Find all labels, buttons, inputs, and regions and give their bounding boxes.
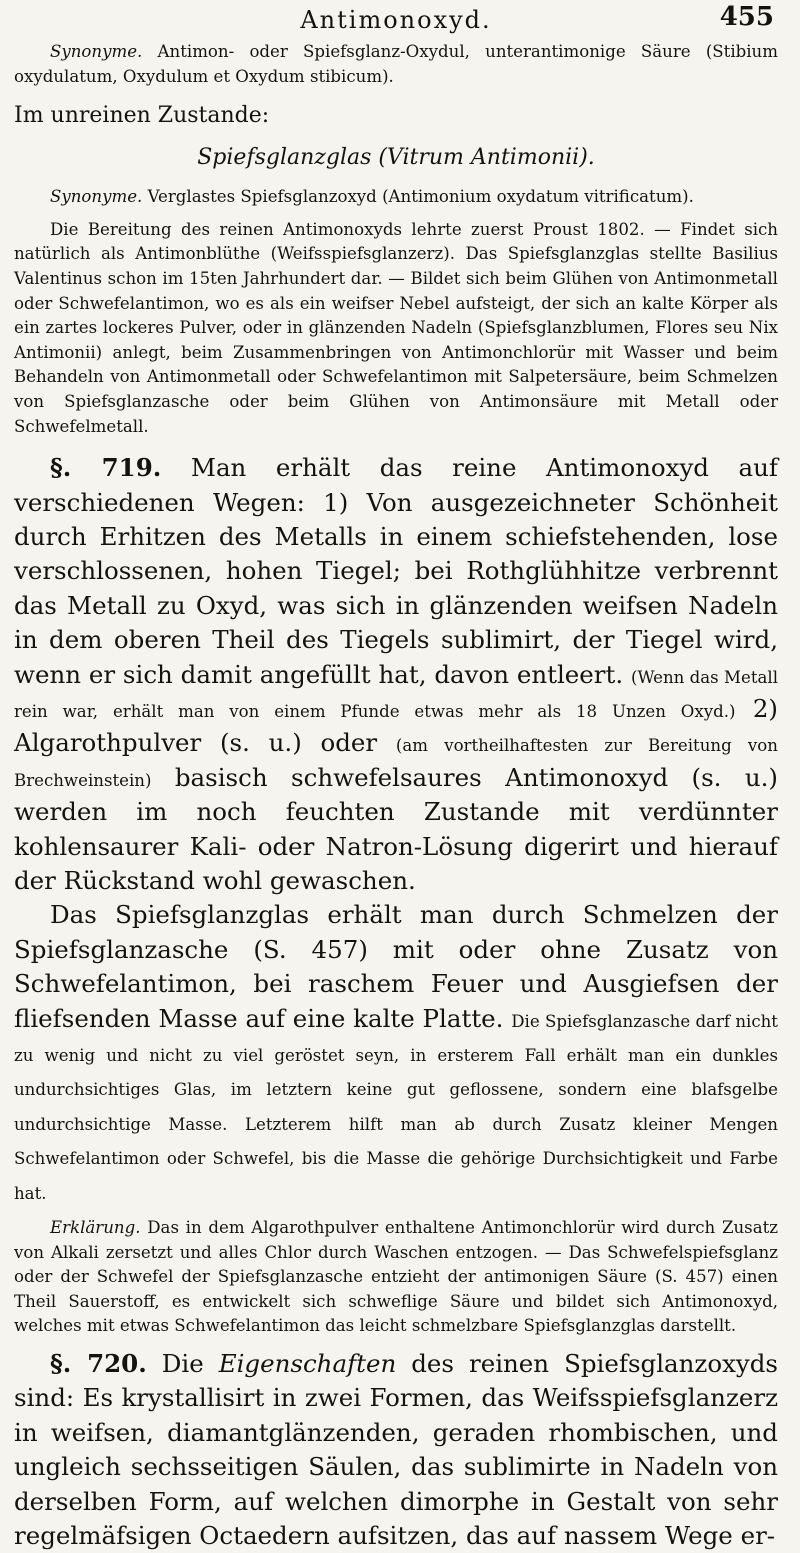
explanation-paragraph	[14, 1216, 778, 1339]
section-719-note-a: (Wenn das Metall rein war, erhält man von einem Pfunde etwas mehr als 18 Unzen Oxyd.)	[14, 667, 779, 721]
glass-synonyms-label: Synonyme.	[50, 187, 143, 207]
glass-preparation-note: Die Spiefsglanzasche darf nicht zu wenig und nicht zu viel geröstet seyn, in ersterem Fall erhält man ein dunkles undurchsichtiges Glas, im letztern keine gut geflossene, sondern eine blafsgelbe undurchsichtige Masse. Letzterem hilft man ab durch Zusatz kleiner Mengen Schwefelantimon oder Schwefel, bis die Masse die gehörige Durchsichtigkeit und Farbe hat.	[14, 1011, 778, 1203]
section-719-paragraph	[14, 451, 778, 898]
page-number: 455	[719, 2, 774, 32]
heading-main: Spiefsglanzglas	[197, 145, 372, 171]
section-719-note-b: (am vortheilhaftesten zur Bereitung von Brechweinstein)	[14, 736, 778, 790]
section-719-text-a: Man erhält das reine Antimonoxyd auf verschiedenen Wegen: 1) Von ausgezeichneter Schönheit durch Erhitzen des Metalls in einem schiefstehenden, lose verschlossenen, hohen Tiegel; bei Rothglühhitze verbrennt das Metall zu Oxyd, was sich in glänzenden weifsen Nadeln in dem oberen Theil des Tiegels sublimirt, der Tiegel wird, wenn er sich damit angefüllt hat, davon entleert.	[14, 453, 778, 689]
section-heading	[14, 143, 778, 173]
glass-synonyms-text: Verglastes Spiefsglanzoxyd (Antimonium oxydatum vitrificatum).	[147, 187, 694, 207]
state-heading: Im unreinen Zustande:	[14, 103, 270, 129]
history-paragraph: Die Bereitung des reinen Antimonoxyds lehrte zuerst Proust 1802. — Findet sich natürlich als Antimonblüthe (Weifsspiefsglanzerz). Das Spiefsglanzglas stellte Basilius Valentinus schon im 15ten Jahrhundert dar. — Bildet sich beim Glühen von Antimonmetall oder Schwefelantimon, wo es als ein weifser Nebel aufsteigt, der sich an kalte Körper als ein zartes lockeres Pulver, oder in glänzenden Nadeln (Spiefsglanzblumen, Flores seu Nix Antimonii) anlegt, beim Zusammenbringen von Antimonchlorür mit Wasser und beim Behandeln von Antimonmetall oder Schwefelantimon mit Salpetersäure, beim Schmelzen von Spiefsglanzasche oder beim Glühen von Antimonsäure mit Metall oder Schwefelmetall.	[14, 219, 778, 436]
heading-latin: (Vitrum Antimonii).	[378, 145, 595, 171]
explanation-text: Das in dem Algarothpulver enthaltene Antimonchlorür wird durch Zusatz von Alkali zersetzt und alles Chlor durch Waschen entzogen. — Das Schwefelspiefsglanz oder der Schwefel der Spiefsglanzasche entzieht der antimonigen Säure (S. 457) einen Theil Sauerstoff, es entwickelt sich schweflige Säure und bildet sich Antimonoxyd, welches mit etwas Schwefelantimon das leicht schmelzbare Spiefsglanzglas darstellt.	[14, 1218, 778, 1336]
section-719-text-b: 2) Algarothpulver (s. u.) oder	[14, 693, 778, 758]
explanation-label: Erklärung.	[50, 1218, 141, 1238]
running-title: Antimonoxyd.	[300, 6, 492, 34]
synonyms-text: Antimon- oder Spiefsglanz-Oxydul, unterantimonige Säure (Stibium oxydulatum, Oxydulum et Oxydum stibicum).	[14, 42, 778, 86]
section-720-die: Die	[161, 1349, 204, 1379]
section-719-number: §. 719.	[50, 453, 162, 483]
section-720-paragraph	[14, 1347, 778, 1553]
section-719-text-c: basisch schwefelsaures Antimonoxyd (s. u.) werden im noch feuchten Zustande mit verdünnter kohlensaurer Kali- oder Natron-Lösung digerirt und hierauf der Rückstand wohl gewaschen.	[14, 762, 778, 895]
section-720-number: §. 720.	[50, 1349, 147, 1379]
section-720-text: des reinen Spiefsglanzoxyds sind: Es krystallisirt in zwei Formen, das Weifsspiefsglanzerz in weifsen, diamantglänzenden, geraden rhombischen, und ungleich sechsseitigen Säulen, das sublimirte in Nadeln von derselben Form, auf welchen dimorphe in Gestalt von sehr regelmäfsigen Octaedern aufsitzen, das auf nassem Wege er-	[14, 1349, 778, 1551]
section-720-title: Eigenschaften	[218, 1349, 397, 1379]
glass-synonyms-paragraph	[14, 185, 778, 210]
page-header	[14, 0, 778, 40]
glass-preparation-text: Das Spiefsglanzglas erhält man durch Schmelzen der Spiefsglanzasche (S. 457) mit oder ohne Zusatz von Schwefelantimon, bei raschem Feuer und Ausgiefsen der fliefsenden Masse auf eine kalte Platte.	[14, 900, 778, 1033]
synonyms-label: Synonyme.	[50, 42, 143, 61]
synonyms-paragraph	[14, 40, 778, 89]
glass-preparation-paragraph	[14, 898, 778, 1208]
